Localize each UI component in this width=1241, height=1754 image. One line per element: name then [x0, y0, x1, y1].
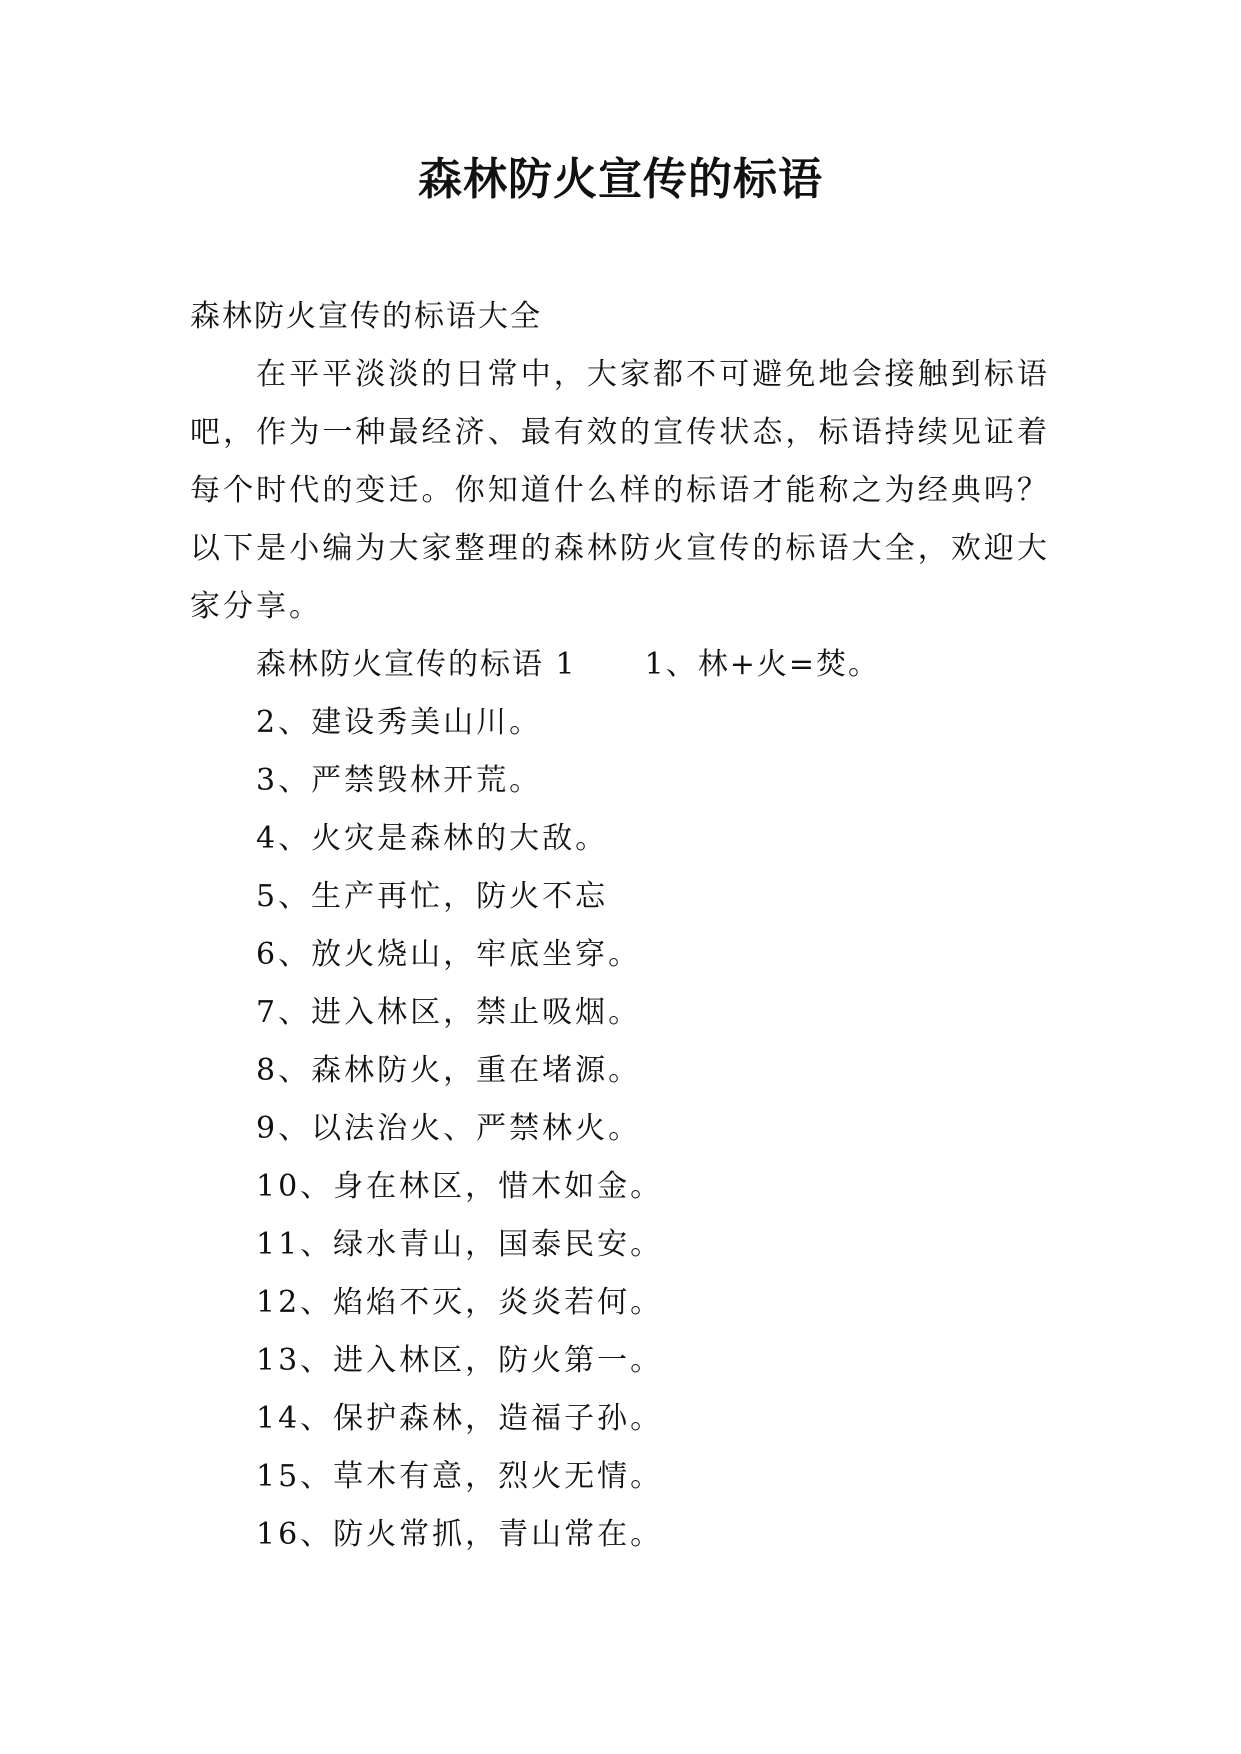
slogan-item: 16、防火常抓，青山常在。 — [256, 1517, 664, 1552]
slogan-item: 7、进入林区，禁止吸烟。 — [256, 995, 642, 1030]
slogan-item: 12、焰焰不灭，炎炎若何。 — [256, 1285, 664, 1320]
slogan-item: 5、生产再忙，防火不忘 — [256, 879, 609, 914]
intro-paragraph: 在平平淡淡的日常中，大家都不可避免地会接触到标语吧，作为一种最经济、最有效的宣传状态，标语持续见证着每个时代的变迁。你知道什么样的标语才能称之为经典吗？以下是小编为大家整理的森林防火宣传的标语大全，欢迎大家分享。 — [190, 357, 1050, 624]
slogan-item: 10、身在林区，惜木如金。 — [256, 1169, 664, 1204]
slogan-item: 9、以法治火、严禁林火。 — [256, 1111, 642, 1146]
slogan-item: 14、保护森林，造福子孙。 — [256, 1401, 664, 1436]
slogan-item: 13、进入林区，防火第一。 — [256, 1343, 664, 1378]
document-subtitle: 森林防火宣传的标语大全 — [190, 299, 542, 334]
slogan-item: 4、火灾是森林的大敌。 — [256, 821, 609, 856]
slogan-section-heading — [190, 636, 1050, 694]
slogan-item: 11、绿水青山，国泰民安。 — [256, 1227, 664, 1262]
slogan-list — [190, 694, 1050, 1564]
slogan-item: 3、严禁毁林开荒。 — [256, 763, 543, 798]
slogan-item: 2、建设秀美山川。 — [256, 705, 543, 740]
slogan-item: 1、林+火=焚。 — [644, 647, 880, 682]
slogan-item: 6、放火烧山，牢底坐穿。 — [256, 937, 642, 972]
document-body — [190, 288, 1050, 1564]
section-heading-text: 森林防火宣传的标语 1 — [256, 647, 577, 682]
document-title: 森林防火宣传的标语 — [418, 154, 823, 205]
slogan-item: 15、草木有意，烈火无情。 — [256, 1459, 664, 1494]
slogan-item: 8、森林防火，重在堵源。 — [256, 1053, 642, 1088]
